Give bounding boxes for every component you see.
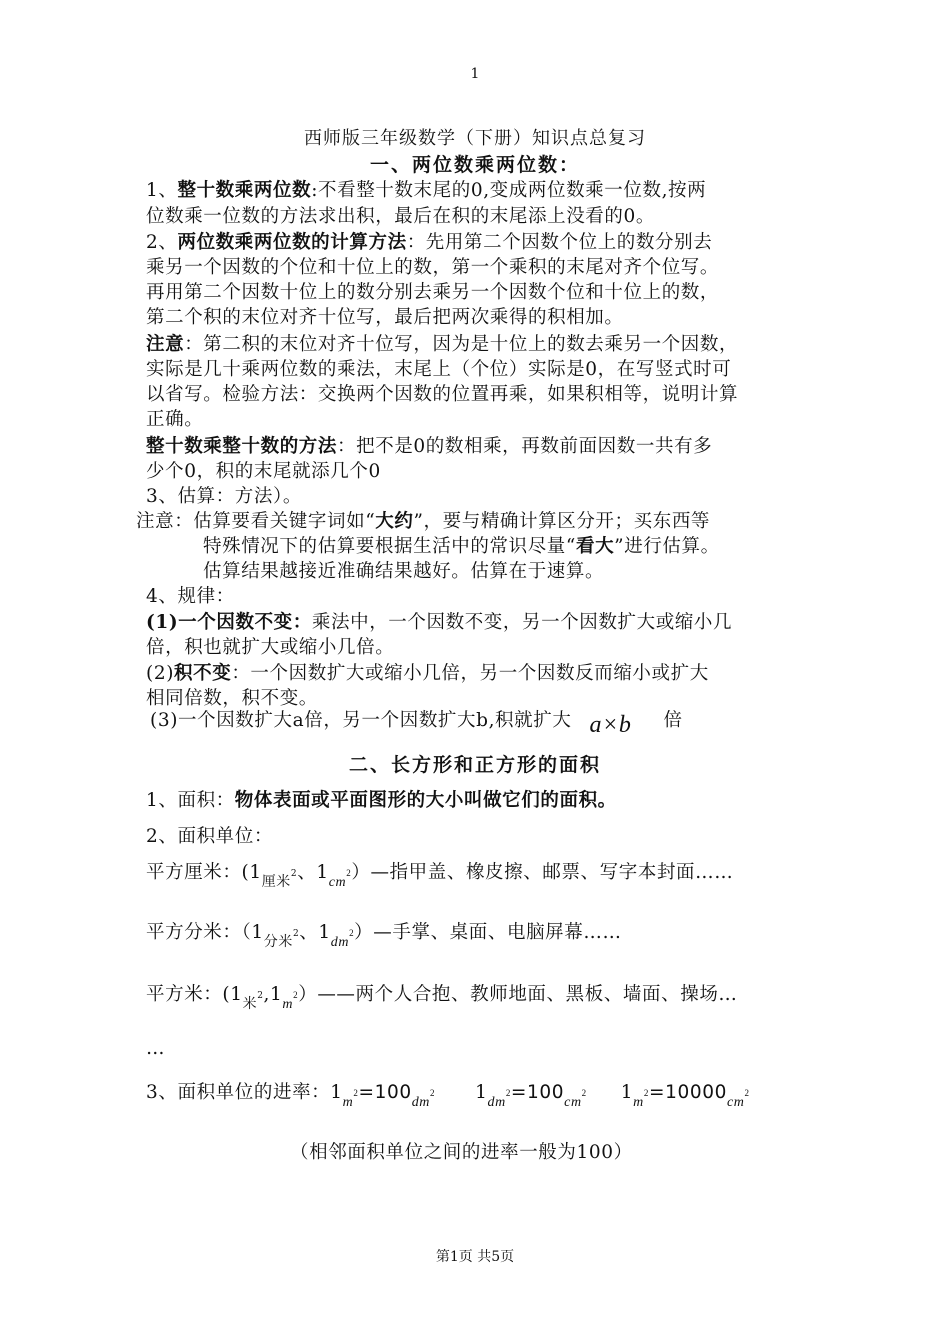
unit-m-line: 平方米：$(1_{米^2},1_{m^2})——$两个人合抱、教师地面、黑板、墙面、操场…: [146, 984, 738, 1012]
area-definition: 1、面积：物体表面或平面图形的大小叫做它们的面积。: [146, 790, 617, 811]
page-number: 1: [470, 66, 480, 82]
paragraph-line: 整十数乘整十数的方法：把不是0的数相乘，再数前面因数一共有多: [146, 436, 713, 457]
paragraph-line: 少个0，积的末尾就添几个0: [146, 461, 381, 482]
estimate-note: 特殊情况下的估算要根据生活中的常识尽量“看大”进行估算。: [203, 536, 720, 557]
note-line: 实际是几十乘两位数的乘法，末尾上（个位）实际是0，在写竖式时可: [146, 359, 732, 380]
conversion-rate-line: 3、面积单位的进率：$1_{m^2}=100_{dm^2}$ $1_{dm^2}=100_{cm^2}$ $1_{m^2}=10000_{cm^2}$: [146, 1082, 750, 1110]
paragraph-line: 乘另一个因数的个位和十位上的数，第一个乘积的末尾对齐个位写。: [146, 257, 720, 278]
note-line: 注意：第二积的末位对齐十位写，因为是十位上的数去乘另一个因数，: [146, 334, 739, 355]
rule-line: 倍，积也就扩大或缩小几倍。: [146, 637, 395, 658]
estimate-note: 注意：估算要看关键字词如“大约”，要与精确计算区分开；买东西等: [136, 511, 711, 532]
paragraph-line: 位数乘一位数的方法求出积，最后在积的末尾添上没看的0。: [146, 206, 655, 227]
unit-dm-line: 平方分米：（$1_{分米^2}$、$1_{dm^2})—$手掌、桌面、电脑屏幕……: [146, 922, 622, 950]
section-title-2: 二、长方形和正方形的面积: [348, 754, 601, 776]
rule-heading: 4、规律：: [146, 586, 235, 607]
conversion-note: （相邻面积单位之间的进率一般为100）: [290, 1142, 633, 1163]
unit-cm-line: 平方厘米：($1_{厘米^2}$、$1_{cm^2})—$指甲盖、橡皮擦、邮票、写字本封面……: [146, 862, 734, 890]
section-title-1: 一、两位数乘两位数：: [369, 154, 580, 176]
estimate-note: 估算结果越接近准确结果越好。估算在于速算。: [203, 561, 605, 582]
paragraph-line: 1、整十数乘两位数:不看整十数末尾的0,变成两位数乘一位数,按两: [146, 180, 707, 201]
paragraph-line: 2、两位数乘两位数的计算方法：先用第二个因数个位上的数分别去: [146, 232, 713, 253]
note-line: 正确。: [146, 409, 204, 430]
rule-line: (3)一个因数扩大a倍，另一个因数扩大b,积就扩大 a×b 倍: [150, 710, 683, 738]
note-line: 以省写。检验方法：交换两个因数的位置再乘，如果积相等，说明计算: [146, 384, 739, 405]
unit-heading: 2、面积单位：: [146, 826, 273, 847]
estimate-heading: 3、估算：方法）。: [146, 486, 302, 507]
unit-m-ellipsis: …: [146, 1038, 166, 1059]
page-footer: 第1页 共5页: [435, 1249, 515, 1265]
rule-line: (1)一个因数不变：乘法中，一个因数不变，另一个因数扩大或缩小几: [146, 612, 733, 633]
document-title: 西师版三年级数学（下册）知识点总复习: [304, 128, 646, 149]
paragraph-line: 第二个积的末位对齐十位写，最后把两次乘得的积相加。: [146, 307, 624, 328]
formula-a-times-b: a×b: [589, 712, 632, 738]
rule-line: (2)积不变：一个因数扩大或缩小几倍，另一个因数反而缩小或扩大: [146, 663, 709, 684]
paragraph-line: 再用第二个因数十位上的数分别去乘另一个因数个位和十位上的数，: [146, 282, 720, 303]
rule-line: 相同倍数，积不变。: [146, 688, 318, 709]
